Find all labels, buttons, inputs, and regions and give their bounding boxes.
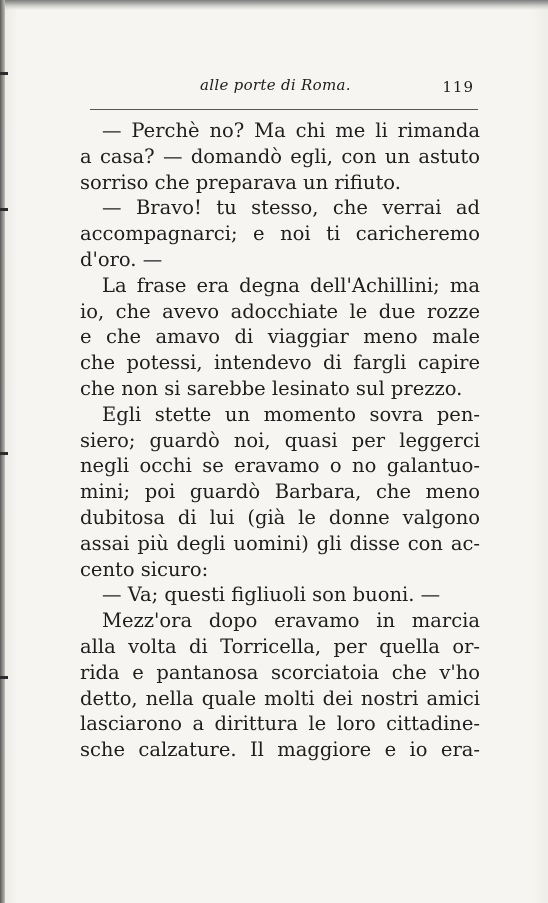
page-header	[90, 72, 486, 100]
text-line: — Va; questi figliuoli son buoni. —	[102, 583, 441, 607]
text-line: rida e pantanosa scorciatoia che v'ho	[80, 660, 480, 684]
text-line: accompagnarci; e noi ti caricheremo	[80, 222, 480, 246]
text-line: alla volta di Torricella, per quella or-	[80, 634, 480, 658]
text-line: Egli stette un momento sovra pen-	[102, 402, 480, 426]
scan-margin-mark	[0, 676, 8, 679]
text-line: detto, nella quale molti dei nostri amici	[80, 686, 480, 710]
text-line: La frase era degna dell'Achillini; ma	[102, 273, 480, 297]
scan-top-shadow	[0, 0, 548, 10]
text-line: dubitosa di lui (già le donne valgono	[80, 505, 480, 529]
scan-margin-mark	[0, 208, 8, 211]
running-title: alle porte di Roma.	[200, 76, 351, 94]
text-line: lasciarono a dirittura le loro cittadine-	[80, 712, 480, 736]
text-line: sorriso che preparava un rifiuto.	[80, 170, 401, 194]
text-line: mini; poi guardò Barbara, che meno	[80, 480, 480, 504]
scan-margin-mark	[0, 452, 8, 455]
text-line: cento sicuro:	[80, 557, 209, 581]
text-line: sche calzature. Il maggiore e io era-	[80, 738, 480, 762]
text-line: assai più degli uomini) gli disse con ac-	[80, 531, 480, 555]
text-line: che non si sarebbe lesinato sul prezzo.	[80, 376, 463, 400]
text-line: d'oro. —	[80, 247, 163, 271]
page-number: 119	[442, 78, 474, 96]
text-line: — Perchè no? Ma chi me li rimanda	[102, 119, 480, 142]
text-line: — Bravo! tu stesso, che verrai ad	[102, 196, 480, 220]
body-text	[80, 118, 480, 763]
text-line: io, che avevo adocchiate le due rozze	[80, 299, 480, 323]
text-line: siero; guardò noi, quasi per leggerci	[80, 428, 480, 452]
text-line: e che amavo di viaggiar meno male	[80, 325, 480, 349]
text-line: Mezz'ora dopo eravamo in marcia	[102, 609, 480, 633]
header-rule	[90, 109, 478, 110]
text-line: che potessi, intendevo di fargli capire	[80, 351, 480, 375]
text-line: a casa? — domandò egli, con un astuto	[80, 144, 480, 168]
scan-margin-mark	[0, 72, 8, 75]
text-line: negli occhi se eravamo o no galantuo-	[80, 454, 480, 478]
